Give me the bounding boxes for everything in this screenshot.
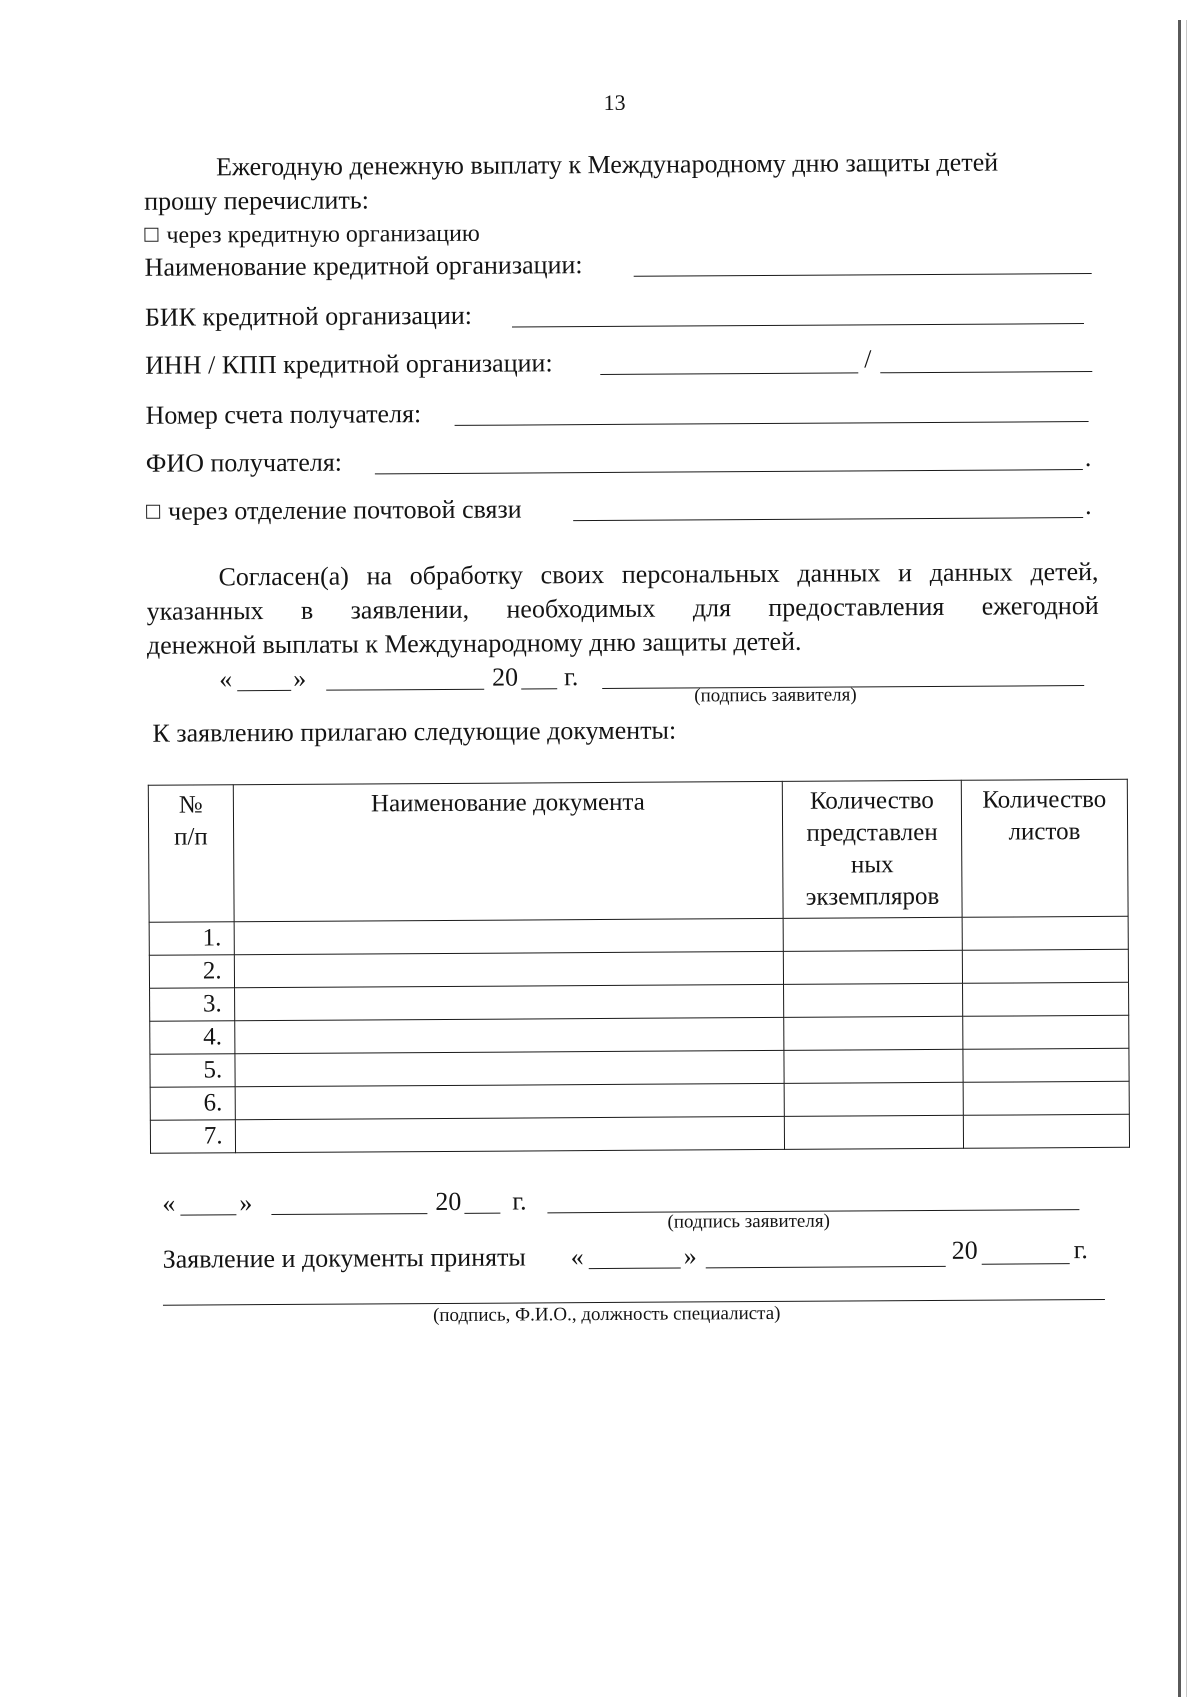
header-copies: Количество представлен ных экземпляров	[783, 780, 962, 918]
fio-period: .	[1084, 443, 1092, 473]
copies-cell[interactable]	[785, 1115, 964, 1149]
option-post-label: через отделение почтовой связи	[168, 494, 522, 526]
row-number: 6.	[150, 1087, 235, 1121]
intro-line-1: Ежегодную денежную выплату к Международному дню защиты детей	[215, 147, 999, 182]
intro-line-2: прошу перечислить:	[144, 185, 369, 216]
document-name-cell[interactable]	[235, 1116, 785, 1152]
sheets-cell[interactable]	[962, 916, 1128, 950]
consent-line-1: Согласен(а) на обработку своих персональных данных и данных детей,	[218, 556, 1099, 592]
copies-cell[interactable]	[783, 917, 962, 951]
bank-name-field[interactable]	[634, 273, 1092, 277]
option-post[interactable]	[146, 494, 522, 526]
accepted-day-field[interactable]	[589, 1268, 681, 1270]
consent-signature-caption: (подпись заявителя)	[694, 684, 857, 707]
row-number: 3.	[150, 988, 235, 1022]
consent-month-field[interactable]	[326, 689, 484, 691]
accepted-year-prefix: 20	[951, 1235, 978, 1265]
final-date-close-quote: »	[239, 1188, 253, 1218]
consent-line-2: указанных в заявлении, необходимых для предоставления ежегодной	[146, 590, 1099, 626]
document-name-cell[interactable]	[234, 984, 784, 1020]
copies-cell[interactable]	[784, 983, 963, 1017]
fio-field[interactable]	[375, 469, 1083, 474]
attachments-intro: К заявлению прилагаю следующие документы:	[152, 715, 677, 748]
consent-line-3: денежной выплаты к Международному дню защиты детей.	[146, 626, 802, 660]
final-year-field[interactable]	[464, 1213, 500, 1214]
accepted-open-quote: «	[570, 1242, 584, 1272]
copies-cell[interactable]	[784, 1082, 963, 1116]
bik-label: БИК кредитной организации:	[144, 300, 473, 332]
accepted-year-suffix: г.	[1073, 1235, 1088, 1265]
final-year-prefix: 20	[435, 1186, 462, 1217]
sheets-cell[interactable]	[963, 1081, 1129, 1115]
row-number: 4.	[150, 1021, 235, 1055]
consent-date-open-quote: «	[219, 664, 233, 694]
option-credit-label: через кредитную организацию	[166, 220, 480, 249]
header-sheets: Количество листов	[961, 779, 1128, 917]
inn-field[interactable]	[600, 372, 858, 375]
copies-cell[interactable]	[784, 950, 963, 984]
final-month-field[interactable]	[271, 1213, 427, 1215]
row-number: 1.	[149, 922, 234, 956]
document-name-cell[interactable]	[234, 1017, 784, 1053]
kpp-field[interactable]	[880, 371, 1092, 373]
page-number: 13	[603, 89, 626, 115]
copies-cell[interactable]	[784, 1049, 963, 1083]
account-field[interactable]	[455, 421, 1089, 426]
fio-label: ФИО получателя:	[145, 447, 343, 478]
document-name-cell[interactable]	[235, 1083, 785, 1119]
inn-kpp-label: ИНН / КПП кредитной организации:	[145, 348, 553, 380]
sheets-cell[interactable]	[962, 949, 1128, 983]
post-period: .	[1085, 491, 1092, 521]
bik-field[interactable]	[512, 323, 1084, 327]
accepted-year-field[interactable]	[982, 1263, 1070, 1265]
bank-name-label: Наименование кредитной организации:	[144, 250, 583, 282]
inn-kpp-separator: /	[864, 344, 872, 374]
table-row	[150, 1114, 1129, 1153]
row-number: 5.	[150, 1054, 235, 1088]
sheets-cell[interactable]	[962, 982, 1128, 1016]
consent-year-field[interactable]	[521, 688, 557, 689]
consent-day-field[interactable]	[237, 690, 291, 691]
checkbox-credit[interactable]	[144, 228, 158, 242]
header-document-name: Наименование документа	[233, 781, 783, 921]
checkbox-post[interactable]	[146, 505, 160, 519]
post-office-field[interactable]	[573, 517, 1083, 521]
final-date-open-quote: «	[162, 1188, 176, 1218]
document-name-cell[interactable]	[234, 918, 784, 954]
sheets-cell[interactable]	[962, 1015, 1128, 1049]
final-day-field[interactable]	[180, 1214, 236, 1215]
specialist-caption: (подпись, Ф.И.О., должность специалиста)	[432, 1302, 781, 1327]
accepted-month-field[interactable]	[706, 1266, 946, 1268]
accepted-label: Заявление и документы приняты	[162, 1242, 526, 1274]
document-name-cell[interactable]	[235, 1050, 785, 1086]
final-year-suffix: г.	[512, 1186, 527, 1216]
accepted-close-quote: »	[683, 1241, 697, 1271]
row-number: 7.	[150, 1120, 235, 1154]
table-header-row	[148, 779, 1128, 922]
row-number: 2.	[149, 955, 234, 989]
final-signature-caption: (подпись заявителя)	[667, 1210, 830, 1233]
sheets-cell[interactable]	[963, 1114, 1129, 1148]
consent-year-suffix: г.	[564, 662, 579, 692]
documents-table	[148, 779, 1130, 1154]
copies-cell[interactable]	[784, 1016, 963, 1050]
consent-date-close-quote: »	[293, 663, 307, 693]
account-label: Номер счета получателя:	[145, 399, 422, 430]
document-name-cell[interactable]	[234, 951, 784, 987]
option-credit[interactable]	[144, 219, 480, 251]
header-number: № п/п	[148, 785, 233, 923]
sheets-cell[interactable]	[963, 1048, 1129, 1082]
consent-year-prefix: 20	[492, 662, 519, 692]
